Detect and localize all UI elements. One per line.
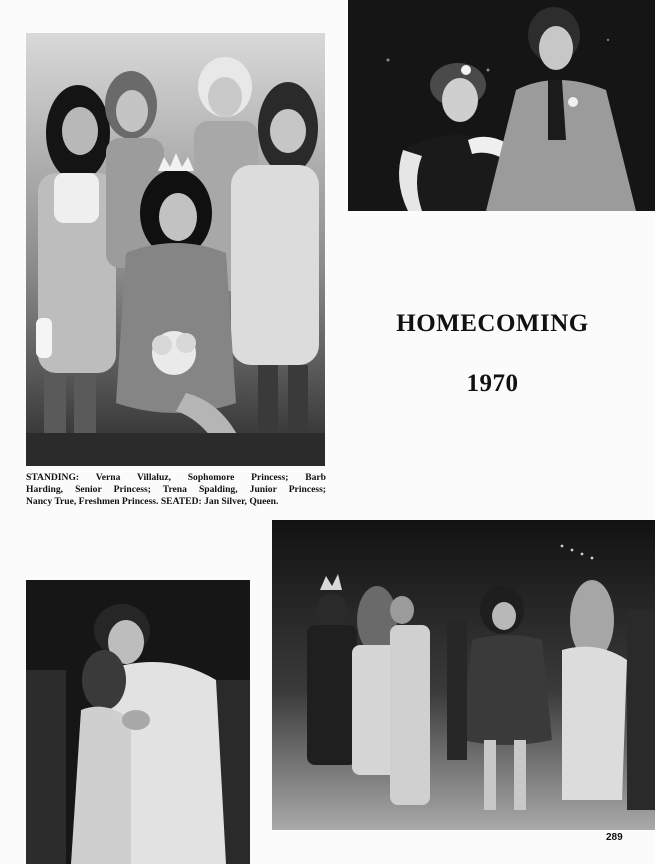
caption-line: Harding, Senior Princess; Trena Spalding, Junior Princess; (26, 484, 326, 495)
caption-line: STANDING: Verna Villaluz, Sophomore Princess; Barb (26, 472, 326, 483)
couple-photo (348, 0, 655, 211)
page-title: HOMECOMING (396, 310, 589, 337)
dance-floor-illustration (272, 520, 655, 830)
homecoming-court-photo (26, 33, 325, 466)
caption-line: Nancy True, Freshmen Princess. SEATED: Jan Silver, Queen. (26, 496, 279, 507)
photo-caption (26, 472, 326, 508)
slow-dance-photo (26, 580, 250, 864)
page-year: 1970 (466, 370, 519, 397)
dance-floor-photo (272, 520, 655, 830)
page-number: 289 (606, 832, 623, 843)
homecoming-court-illustration (26, 33, 325, 466)
slow-dance-illustration (26, 580, 250, 864)
couple-illustration (348, 0, 655, 211)
